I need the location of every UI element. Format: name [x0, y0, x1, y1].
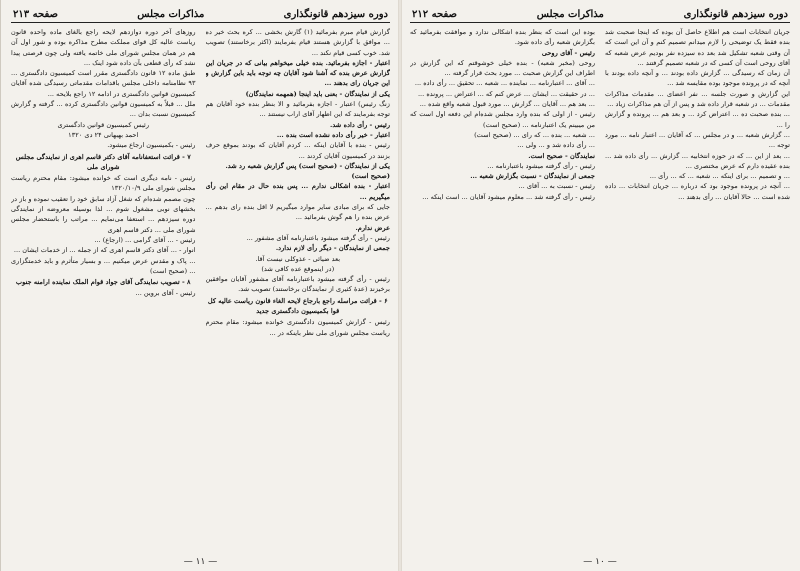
paragraph: رئیس - از اولی که بنده وارد مجلس شده‌ام این دفعه اول است که من میبینم یک اعتبارنامه ... (صحیح است): [410, 110, 595, 129]
left-page-header: [11, 6, 390, 23]
paragraph: ... پاک و مقدس عرض میکنیم ... و بسیار متأثرم و باید خدمتگزاری ... (صحیح است): [11, 256, 196, 275]
right-page-column-left: [410, 27, 595, 552]
paragraph: چون مصمم شده‌ام که شغل آزاد سابق خود را تعقیب نموده و باز در بخشهای نوبی مشغول شوم ... لذا بوسیله معروضه از نمایندگی دوره سیزدهم ... استعفا می‌نمایم ... مراتب را باستحضار مجلس شورای ملی ... دکتر قاسم اهری: [11, 194, 196, 234]
left-header-issue: دوره سیزدهم قانونگذاری: [283, 8, 388, 20]
paragraph: اعتبار - خیر رأی داده نشده است بنده ...: [276, 130, 390, 139]
paragraph: ... شعبه ... بنده ... که رای ... (صحیح است): [474, 130, 595, 139]
right-header-title: مذاکرات مجلس: [536, 8, 604, 20]
paragraph: (در اینموقع عده کافی شد): [261, 264, 335, 273]
paragraph: رئیس - رأی گرفته شد ... معلوم میشود آقایان ... است اینکه ...: [422, 192, 595, 201]
paragraph: ... گزارش شعبه ... و در مجلس ... که آقایان ... اعتبار نامه ... مورد توجه ...: [605, 130, 790, 150]
paragraph: ملل ... قبلاً به کمیسیون قوانین دادگستری کرده ... گرفته و گزارش کمیسیون نسبت بدان ...: [11, 100, 196, 119]
left-header-title: مذاکرات مجلس: [137, 8, 205, 20]
paragraph: جایی که برای مبادی سایر موارد میگیریم لا اقل بنده رای بدهم ... عرض بنده را هم گوش بفرمائید ...: [205, 203, 390, 222]
right-header-issue: دوره سیزدهم قانونگذاری: [683, 8, 788, 20]
right-page: [400, 0, 800, 571]
left-page-columns: [11, 27, 390, 552]
paragraph: ... در حقیقت ... ایشان ... عرض کنم که ... اعتراض ... پرونده ...: [417, 89, 595, 98]
paragraph: رئیس - رأی گرفته میشود باعتبارنامه ...: [487, 161, 595, 170]
paragraph: رئیس - رأی گرفته میشود باعتبارنامه آقای مشفور ...: [246, 233, 390, 242]
paragraph: ... رأی داده شد و ... ولی ...: [517, 141, 595, 150]
left-header-page: صفحه ۲۱۳: [13, 8, 58, 20]
right-page-number-value: ۱۰: [595, 557, 605, 567]
paragraph: یکی از نمایندگان - بعنی باید اینجا (همهمه نمایندگان): [245, 89, 390, 98]
paragraph: احمد بهبهانی ۲۴ دی ۱۳۲۰: [68, 130, 139, 139]
right-header-page: صفحه ۲۱۲: [412, 8, 457, 20]
left-page-number-value: ۱۱: [195, 557, 206, 567]
paragraph: رئیس - آقای روحی: [541, 48, 595, 57]
paragraph: یکی از نمایندگان - (صحیح است) پس گزارش شعبه رد شد.: [225, 161, 390, 170]
left-page-column-right: [206, 27, 391, 552]
paragraph: رئیس - بکمیسیون ارجاع میشود.: [107, 141, 196, 150]
paragraph: جمعی از نمایندگان - نسبت بگزارش شعبه ...: [470, 172, 595, 181]
paragraph: رئیس - رأی گرفته میشود باعتبارنامه آقای مشفور آقایان موافقین برخیزند (عدۀ کثیری از نمایندگان برخاستند) تصویب شد.: [205, 275, 390, 294]
left-page-column-left: [11, 27, 196, 552]
paragraph: رئیس - ... آقای گرامی ... (ارجاع) ...: [94, 235, 196, 244]
section-heading: ۸ - تصویب نمایندگی آقای جواد قوام الملک نماینده ارامنه جنوب: [15, 278, 191, 287]
paragraph: روزهای آخر دوره دوازدهم لایحه راجع بالغای ماده واحده قانون ریاست عالیه کل قوای مملکت مطرح مذاکره بوده و شور اول آن هم در همان مجلس شورای ملی خاتمه یافته ولی چون فرصتی پیدا نشد که رأی قطعی بآن داده شود اینک ...: [11, 28, 196, 67]
section-heading: ۷ - قرائت استعفانامه آقای دکتر قاسم اهری از نمایندگی مجلس شورای ملی: [15, 152, 191, 171]
paragraph: ... آقای ... اعتبارنامه ... نماینده ... شعبه ... تحقیق ... رأی داده ...: [414, 79, 595, 88]
paragraph: رئیس - بنده با آقایان اینکه ... کردم آقایان که بودند بموقع حرف بزنند در کمیسیون آقایان کردند ...: [205, 141, 390, 160]
paragraph: رئیس - رأی داده شد.: [330, 120, 390, 129]
paragraph: ... بنده صحبت ده ... اعتراض کرد ... و بعد هم ... پرونده و گزارش را ...: [605, 110, 790, 129]
paragraph: گزارش قیام مبرم بفرمائید (۱) گارش بخشی ... کره بحث خیر ده ... موافق با گزارش هستند قیام بفرمایند (اکثر برخاستند) تصویب شد. خوب کسی قیام نکند ...: [205, 28, 390, 57]
paragraph: بوده این است که بنظر بنده اشکالی ندارد و موافقت بفرمائید که بگزارش شعبه رأی داده شود.: [410, 28, 595, 47]
paragraph: آن زمان که رسیدگی ... گزارش داده بودند ... و آنچه داده بودند با آنچه که در پرونده موجود بوده مقایسه شد ...: [605, 69, 790, 88]
paragraph: اعتبار - اجازه بفرمائید. بنده خیلی میخواهم بیانی که در جریان این گزارش عرض بنده که آشنا شود آقایان چه توجه باید باین گزارش و این جریان رای بدهند ...: [205, 58, 390, 88]
right-page-header: [410, 6, 790, 23]
right-page-column-right: [605, 27, 790, 552]
paragraph: رئیس - نسبت به ... آقای ...: [518, 182, 595, 191]
left-page-number: — ۱۱ —: [183, 557, 218, 567]
paragraph: این گزارش و صورت جلسه ... نفر اعضای ... مقدمات مذاکرات مقدمات ... در شعبه قرار داده شد و پس از آن هم مذاکرات زیاد ...: [605, 89, 790, 109]
right-page-columns: [410, 27, 790, 552]
paragraph: طبق ماده ۱۲ قانون دادگستری مقرر است کمیسیون دادگستری ... ۹۳ نظامنامه داخلی مجلس باقدامات مقدماتی رسیدگی شده آقایان کمیسیون قوانین دادگستری در ادامه ۱۲ راجع بلایحه ...: [11, 69, 196, 98]
paragraph: ... و تصمیم ... برای اینکه ... شعبه ... که ... رأی ...: [649, 172, 790, 181]
paragraph: رئیس - آقای بروین ...: [135, 289, 196, 298]
paragraph: نمایندگان - صحیح است.: [528, 151, 595, 160]
section-heading: ۶ - قرائت مراسله راجع بارجاع لایحه الغاء قانون ریاست عالیه کل قوا بکمیسیون دادگستری جدید: [207, 296, 388, 316]
paragraph: رئیس - گزارش کمیسیون دادگستری خوانده میشود: مقام محترم ریاست مجلس شورای ملی نظر باینکه در ...: [205, 318, 390, 337]
paragraph: انوار - ... آقای دکتر قاسم اهری که از جمله ... از خدمات ایشان ...: [13, 246, 196, 255]
paragraph: جریان انتخابات است هم اطلاع حاصل آن بوده که اینجا صحبت شد بنده فقط یک توضیحی را لازم میدانم تصمیم کنم و آن این است که آن وقتی شعبه تشکیل شد بعد ده سیزده نفر بودیم عرض شعبه که آقای روحی است آن کسی که در شعبه تصمیم گرفتند ...: [605, 28, 790, 67]
paragraph: رئیس - نامه دیگری است که خوانده میشود: مقام محترم ریاست مجلس شورای ملی ۱۳۲۰/۱۰/۹: [11, 174, 196, 193]
paragraph: رئیس کمیسیون قوانین دادگستری: [57, 120, 149, 129]
paragraph: ... آنچه در پرونده موجود بود که درباره ... جریان انتخابات ... داده شده است ... حالا آقایان ... رأی بدهند ...: [605, 182, 790, 201]
paragraph: ... بعد هم ... آقایان ... گزارش ... مورد قبول شعبه واقع شده ...: [419, 100, 595, 109]
paragraph: جمعی از نمایندگان - دیگر رأی لازم ندارد.: [275, 244, 390, 253]
right-page-number: — ۱۰ —: [583, 557, 617, 567]
paragraph: زنگ رئیس) اعتبار - اجازه بفرمائید و الا بنظر بنده خود آقایان هم توجه بفرمایند که این اظهار آقای اراب نیستند ...: [205, 100, 390, 119]
paragraph: عرض ندارم.: [355, 223, 390, 232]
paragraph: بعد ضیائی - عذوکلی نیست آقا.: [255, 254, 341, 263]
paragraph: روحی (مخبر شعبه) - بنده خیلی خوشوقتم که این گزارش در اطراف این گزارش صحبت ... مورد بحث قرار گرفته ...: [410, 58, 595, 78]
paragraph: ... بعد از این ... که در حوزه انتخابیه ... گزارش ... رأی داده شد ... بنده عقیده دارم که عرض مختصری ...: [605, 151, 790, 170]
paragraph: اعتبار - بنده اشکالی ندارم ... پس بنده حال در مقام این رأی میگیریم ...: [205, 182, 390, 201]
paragraph: (صحیح است): [351, 172, 390, 181]
